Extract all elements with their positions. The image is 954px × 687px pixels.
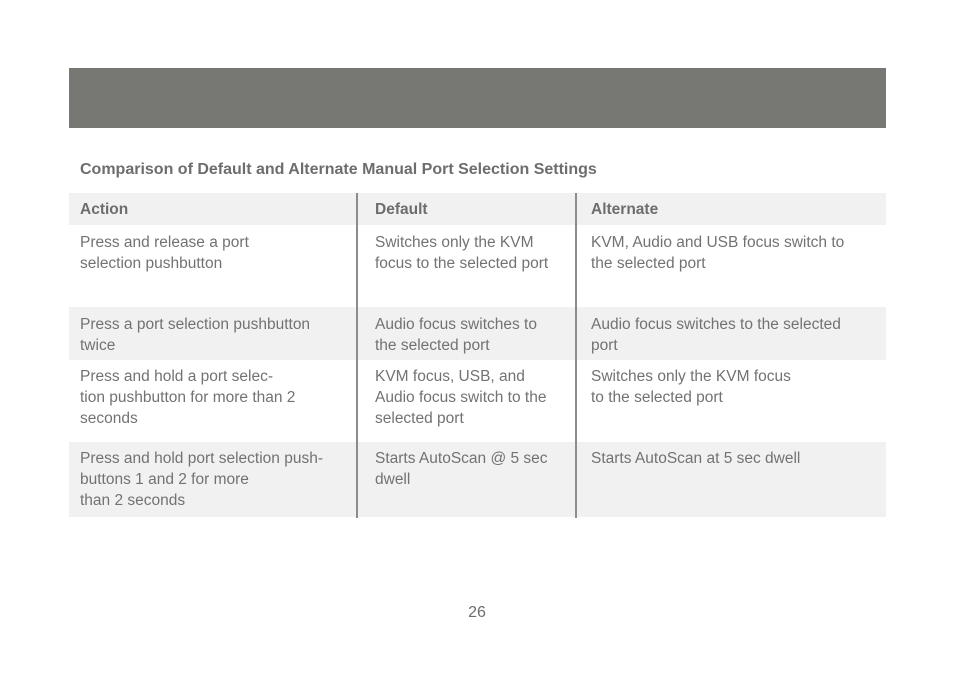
cell-action (80, 366, 350, 429)
cell-line: Press and hold port selection push- (80, 450, 323, 467)
cell-line: Press and release a port (80, 234, 249, 251)
cell-line: KVM focus, USB, and (375, 368, 525, 385)
settings-table (69, 193, 886, 517)
table-row (69, 307, 886, 360)
table-row (69, 442, 886, 517)
cell-line: buttons 1 and 2 for more (80, 471, 249, 488)
cell-line: to the selected port (591, 389, 723, 406)
cell-alternate (591, 232, 881, 274)
cell-line: than 2 seconds (80, 492, 186, 509)
column-divider (575, 193, 577, 518)
cell-alternate (591, 448, 881, 469)
cell-line: Press a port selection pushbutton (80, 316, 311, 333)
cell-line: Switches only the KVM (375, 234, 534, 251)
cell-line: Starts AutoScan at 5 sec dwell (591, 450, 801, 467)
header-action: Action (80, 201, 129, 218)
cell-action (80, 232, 350, 274)
cell-alternate (591, 314, 881, 356)
cell-default (375, 314, 575, 356)
cell-line: twice (80, 337, 116, 354)
cell-alternate (591, 366, 881, 408)
column-divider (356, 193, 358, 518)
cell-default (375, 366, 575, 429)
cell-default (375, 448, 575, 490)
cell-line: seconds (80, 410, 138, 427)
cell-line: KVM, Audio and USB focus switch to (591, 234, 845, 251)
header-alternate: Alternate (591, 201, 659, 218)
cell-line: Starts AutoScan @ 5 sec (375, 450, 548, 467)
cell-line: the selected port (375, 337, 490, 354)
cell-action (80, 314, 350, 356)
table-row (69, 360, 886, 442)
cell-line: Switches only the KVM focus (591, 368, 791, 385)
cell-line: Audio focus switches to the selected (591, 316, 841, 333)
page-number: 26 (468, 604, 486, 621)
cell-line: Audio focus switch to the (375, 389, 547, 406)
table-header-row (69, 193, 886, 225)
cell-line: tion pushbutton for more than 2 (80, 389, 296, 406)
cell-line: selection pushbutton (80, 255, 223, 272)
header-bar (69, 68, 886, 128)
cell-line: focus to the selected port (375, 255, 549, 272)
cell-line: port (591, 337, 618, 354)
cell-line: Press and hold a port selec- (80, 368, 273, 385)
table-title: Comparison of Default and Alternate Manual Port Selection Settings (80, 161, 597, 178)
cell-line: Audio focus switches to (375, 316, 537, 333)
cell-line: the selected port (591, 255, 706, 272)
table-row (69, 225, 886, 307)
cell-line: dwell (375, 471, 411, 488)
cell-action (80, 448, 350, 511)
header-default: Default (375, 201, 428, 218)
cell-default (375, 232, 575, 274)
cell-line: selected port (375, 410, 464, 427)
